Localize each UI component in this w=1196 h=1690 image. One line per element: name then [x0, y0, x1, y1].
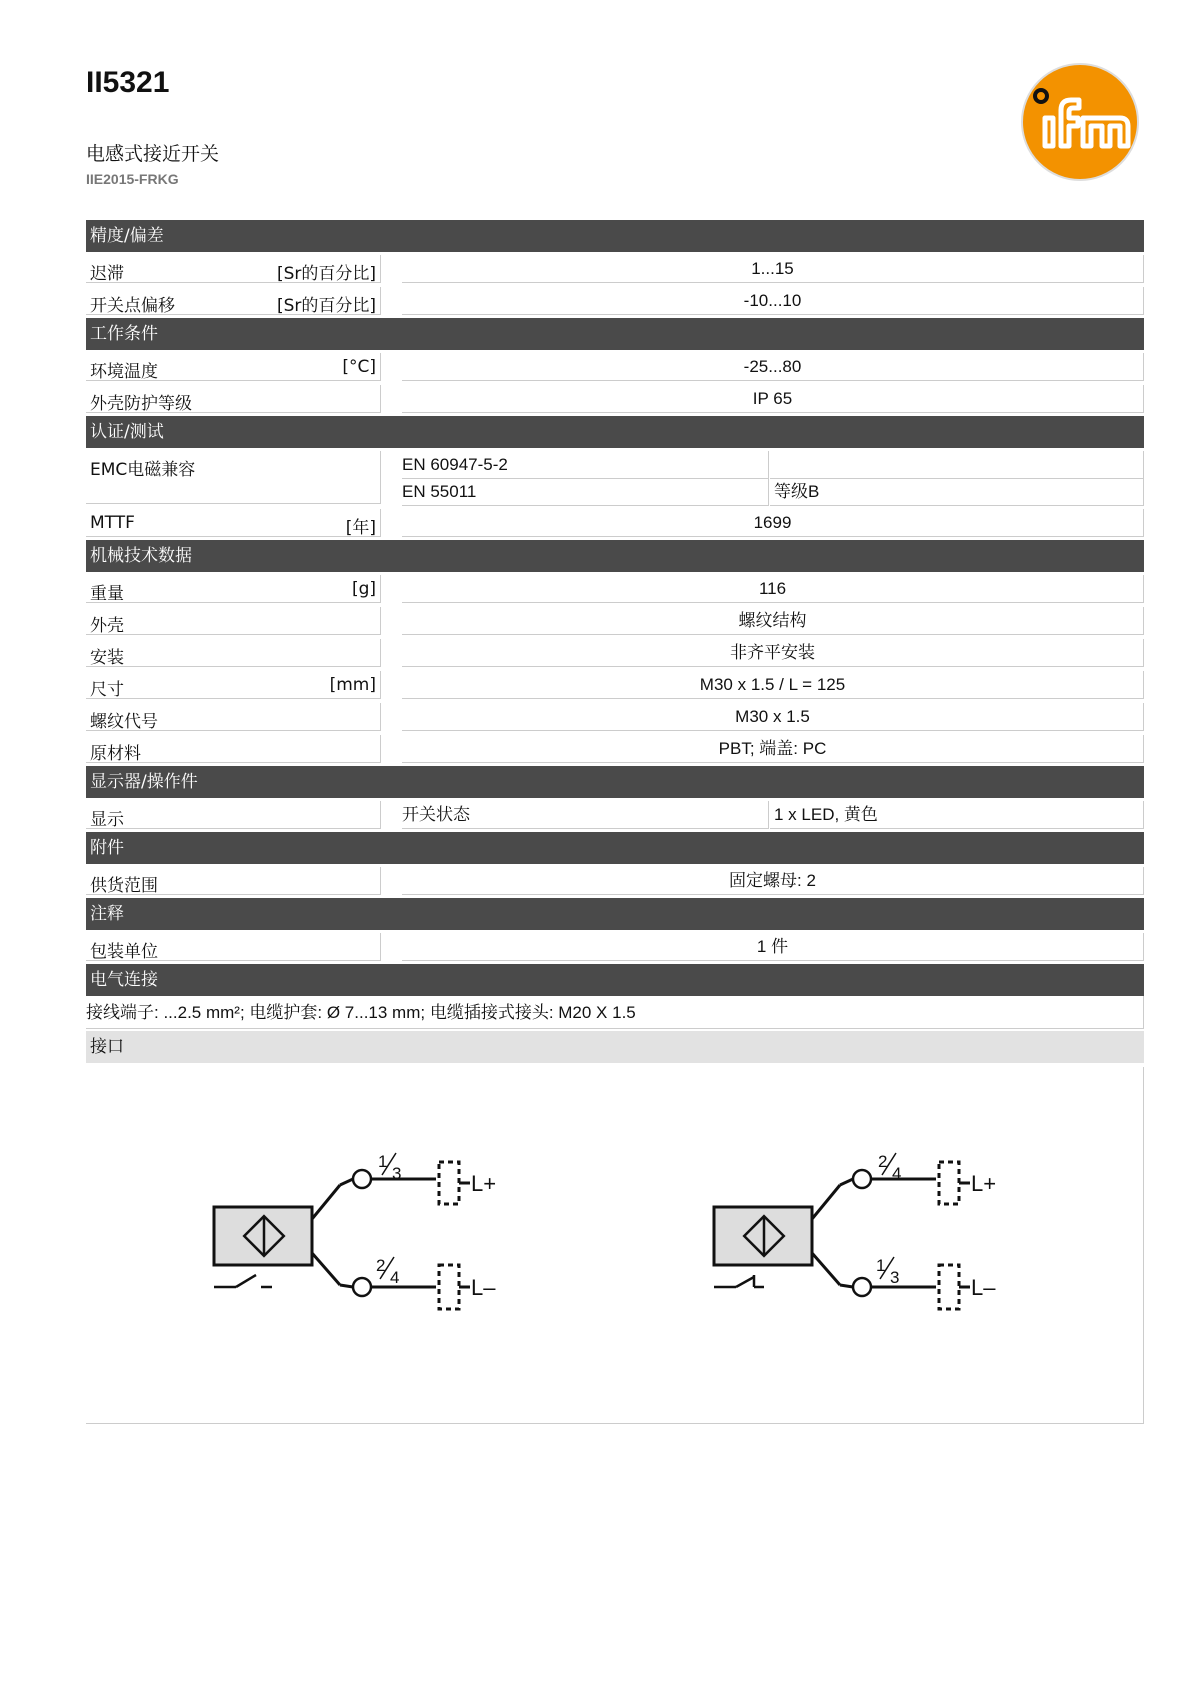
wiring-diagram-nc	[714, 1162, 970, 1309]
label-mounting: 安装	[90, 648, 124, 668]
value-scope: 固定螺母: 2	[402, 867, 1144, 895]
label-scope: 供货范围	[90, 876, 158, 896]
unit-hysteresis: [Sr的百分比]	[276, 264, 376, 284]
row-temp	[86, 350, 1144, 382]
row-mttf	[86, 506, 1144, 538]
value-material: PBT; 端盖: PC	[402, 735, 1144, 763]
value-mounting: 非齐平安装	[402, 639, 1144, 667]
label-dimensions: 尺寸	[90, 680, 124, 700]
pin-right-top-num: 2	[878, 1152, 888, 1171]
product-subtitle: 电感式接近开关	[86, 143, 220, 165]
value-temp: -25...80	[402, 353, 1144, 381]
label-emc: EMC电磁兼容	[90, 460, 196, 480]
row-housing	[86, 604, 1144, 636]
pin-left-bot-den: 4	[390, 1268, 400, 1287]
wiring-diagrams	[86, 1067, 1144, 1424]
label-protection: 外壳防护等级	[90, 394, 192, 414]
row-protection	[86, 382, 1144, 414]
label-hysteresis: 迟滞	[90, 264, 124, 284]
value-display-what: 开关状态	[402, 801, 769, 829]
value-hysteresis: 1...15	[402, 255, 1144, 283]
product-code: IIE2015-FRKG	[86, 171, 179, 187]
datasheet	[86, 218, 1144, 1424]
label-material: 原材料	[90, 744, 141, 764]
value-thread: M30 x 1.5	[402, 703, 1144, 731]
label-right-lplus: L+	[971, 1171, 997, 1196]
label-pack-unit: 包装单位	[90, 942, 158, 962]
value-protection: IP 65	[402, 385, 1144, 413]
value-display: 1 x LED, 黄色	[770, 801, 1144, 829]
row-pack-unit	[86, 930, 1144, 962]
pin-left-top-den: 3	[392, 1164, 402, 1183]
row-dimensions	[86, 668, 1144, 700]
section-electrical: 电气连接	[86, 964, 1144, 996]
pin-right-top-den: 4	[892, 1164, 902, 1183]
section-accessories: 附件	[86, 832, 1144, 864]
label-switch-drift: 开关点偏移	[90, 296, 175, 316]
wiring-diagram-no	[214, 1162, 470, 1309]
section-interface: 接口	[86, 1031, 1144, 1063]
value-dimensions: M30 x 1.5 / L = 125	[402, 671, 1144, 699]
section-notes: 注释	[86, 898, 1144, 930]
pin-right-bot-num: 1	[876, 1256, 886, 1275]
label-thread: 螺纹代号	[90, 712, 158, 732]
value-emc-std2: EN 55011	[402, 478, 769, 506]
section-operating: 工作条件	[86, 318, 1144, 350]
unit-switch-drift: [Sr的百分比]	[276, 296, 376, 316]
row-weight	[86, 572, 1144, 604]
value-emc-std2-class: 等级B	[770, 478, 1144, 506]
value-pack-unit: 1 件	[402, 933, 1144, 961]
row-switch-drift	[86, 284, 1144, 316]
unit-temp: [°C]	[342, 357, 376, 377]
label-left-lplus: L+	[471, 1171, 497, 1196]
label-right-lminus: L–	[971, 1275, 996, 1300]
ifm-logo	[1020, 62, 1140, 182]
label-housing: 外壳	[90, 616, 124, 636]
row-hysteresis	[86, 252, 1144, 284]
wiring-diagram-svg	[86, 1067, 1144, 1423]
pin-right-bot-den: 3	[890, 1268, 900, 1287]
row-display	[86, 798, 1144, 830]
pin-left-bot-num: 2	[376, 1256, 386, 1275]
row-mounting	[86, 636, 1144, 668]
label-left-lminus: L–	[471, 1275, 496, 1300]
row-material	[86, 732, 1144, 764]
electrical-text: 接线端子: ...2.5 mm²; 电缆护套: Ø 7...13 mm; 电缆插接式接头: M20 X 1.5	[86, 996, 1144, 1029]
section-display: 显示器/操作件	[86, 766, 1144, 798]
value-emc-std1-blank	[770, 451, 1144, 479]
value-mttf: 1699	[402, 509, 1144, 537]
value-emc-std1: EN 60947-5-2	[402, 451, 769, 479]
section-certification: 认证/测试	[86, 416, 1144, 448]
label-temp: 环境温度	[90, 362, 158, 382]
value-housing: 螺纹结构	[402, 607, 1144, 635]
row-thread	[86, 700, 1144, 732]
page-title: II5321	[86, 66, 170, 99]
label-display: 显示	[90, 810, 124, 830]
section-mechanical: 机械技术数据	[86, 540, 1144, 572]
pin-left-top-num: 1	[378, 1152, 388, 1171]
unit-mttf: [年]	[345, 518, 376, 538]
unit-dimensions: [mm]	[329, 675, 376, 695]
row-scope	[86, 864, 1144, 896]
value-switch-drift: -10...10	[402, 287, 1144, 315]
unit-weight: [g]	[351, 579, 376, 599]
label-mttf: MTTF	[90, 513, 135, 533]
row-emc	[86, 448, 1144, 506]
value-weight: 116	[402, 575, 1144, 603]
section-precision: 精度/偏差	[86, 220, 1144, 252]
label-weight: 重量	[90, 584, 124, 604]
